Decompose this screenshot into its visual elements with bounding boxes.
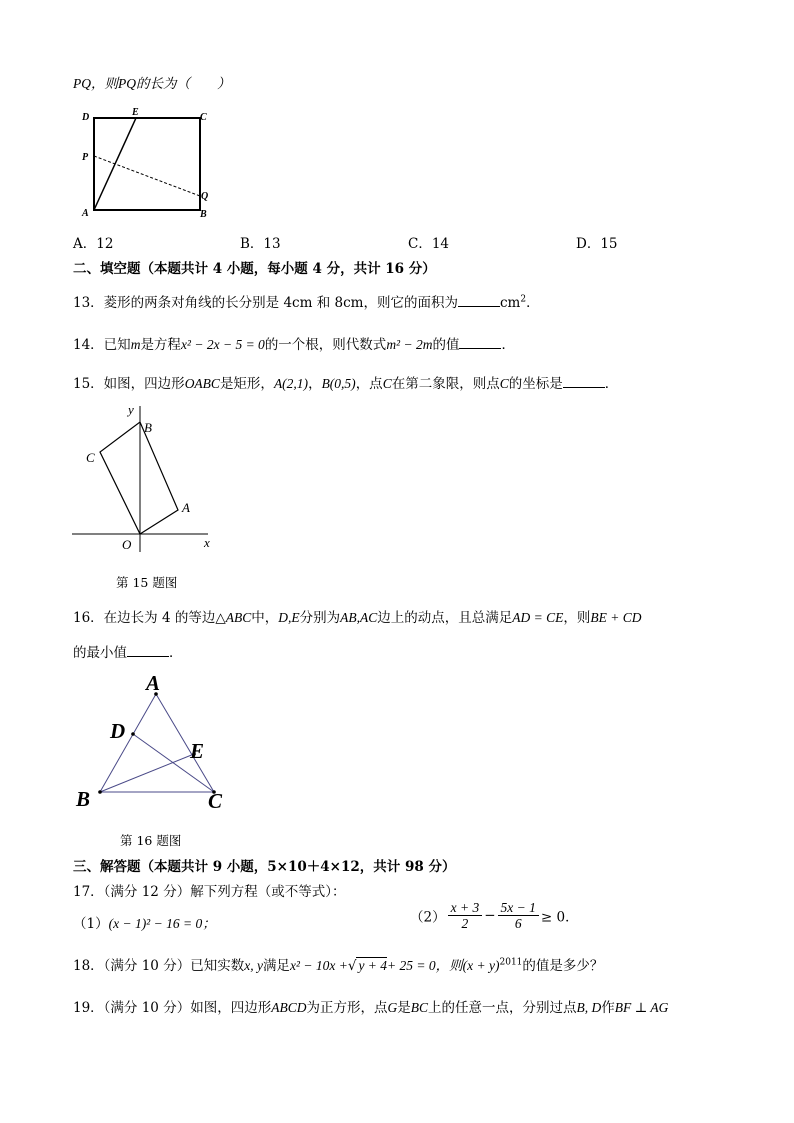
- q14: 14．已知m是方程x² − 2x − 5 = 0的一个根，则代数式m² − 2m的值 ．: [73, 337, 515, 353]
- q15-blank: [563, 375, 605, 388]
- q12-figure: [76, 104, 216, 220]
- fig16-label-B: B: [76, 787, 91, 811]
- fig15-label-y: y: [128, 402, 134, 417]
- q16-figure: [70, 668, 240, 814]
- section-3-title: 三、解答题（本题共计 9 小题，5×10＋4×12，共计 98 分）: [73, 859, 456, 875]
- q12-option-d: D．15: [576, 236, 618, 252]
- q12-option-c: C．14: [408, 236, 450, 252]
- q13-blank: [458, 294, 500, 307]
- fig12-label-Q: Q: [201, 191, 209, 202]
- fig16-label-A: A: [146, 671, 161, 695]
- q12-option-b: B．13: [240, 236, 281, 252]
- q18: 18．（满分 10 分）已知实数x, y满足x² − 10x +√ y + 4+ 25 = 0，则$(x + y)^{2011}$的值是多少？: [73, 957, 604, 974]
- fig15-label-x: x: [204, 535, 210, 550]
- fig16-label-E: E: [190, 739, 205, 763]
- fig15-label-B: B: [144, 420, 152, 435]
- fig15-label-O: O: [122, 537, 132, 552]
- q15-caption: 第 15 题图: [116, 575, 178, 590]
- fig16-label-D: D: [110, 719, 126, 743]
- q12-option-a: A．12: [73, 236, 114, 252]
- fig12-label-B: B: [200, 209, 207, 220]
- q16-line1: 16．在边长为 4 的等边△ABC中，D,E分别为AB,AC边上的动点，且总满足AD = CE，则BE + CD: [73, 610, 642, 626]
- q13: 13．菱形的两条对角线的长分别是 4cm 和 8cm，则它的面积为 $cm^2$．: [73, 294, 540, 311]
- fig12-label-D: D: [82, 112, 90, 123]
- q15-figure: [70, 400, 230, 556]
- fig12-label-A: A: [82, 208, 89, 219]
- fig16-label-C: C: [208, 789, 223, 813]
- q19: 19．（满分 10 分）如图，四边形ABCD为正方形，点G是BC上的任意一点，分别过点B, D作BF ⊥ AG: [73, 1000, 669, 1016]
- fig15-label-C: C: [86, 450, 95, 465]
- q17-part2: （2） $\frac{x + 3}{2}$ − $\frac{5x - 1}{6}$ ≥ 0．: [410, 900, 579, 931]
- q17-stem: 17．（满分 12 分）解下列方程（或不等式）：: [73, 884, 346, 900]
- fig12-label-P: P: [82, 152, 89, 163]
- q12-stem-tail: PQ，则PQ的长为（ ）: [73, 76, 231, 91]
- fig12-label-C: C: [200, 112, 207, 123]
- section-2-title: 二、填空题（本题共计 4 小题，每小题 4 分，共计 16 分）: [73, 261, 436, 277]
- q14-blank: [459, 336, 501, 349]
- fig15-label-A: A: [182, 500, 190, 515]
- q15: 15．如图，四边形OABC是矩形，A(2,1)，B(0,5)，点C在第二象限，则点C的坐标是 ．: [73, 376, 619, 392]
- q16-caption: 第 16 题图: [120, 833, 182, 848]
- q16-line2: 的最小值 ．: [73, 645, 183, 661]
- q16-blank: [127, 644, 169, 657]
- fig12-label-E: E: [132, 107, 139, 118]
- q17-part1: （1）(x − 1)² − 16 = 0；: [73, 916, 216, 932]
